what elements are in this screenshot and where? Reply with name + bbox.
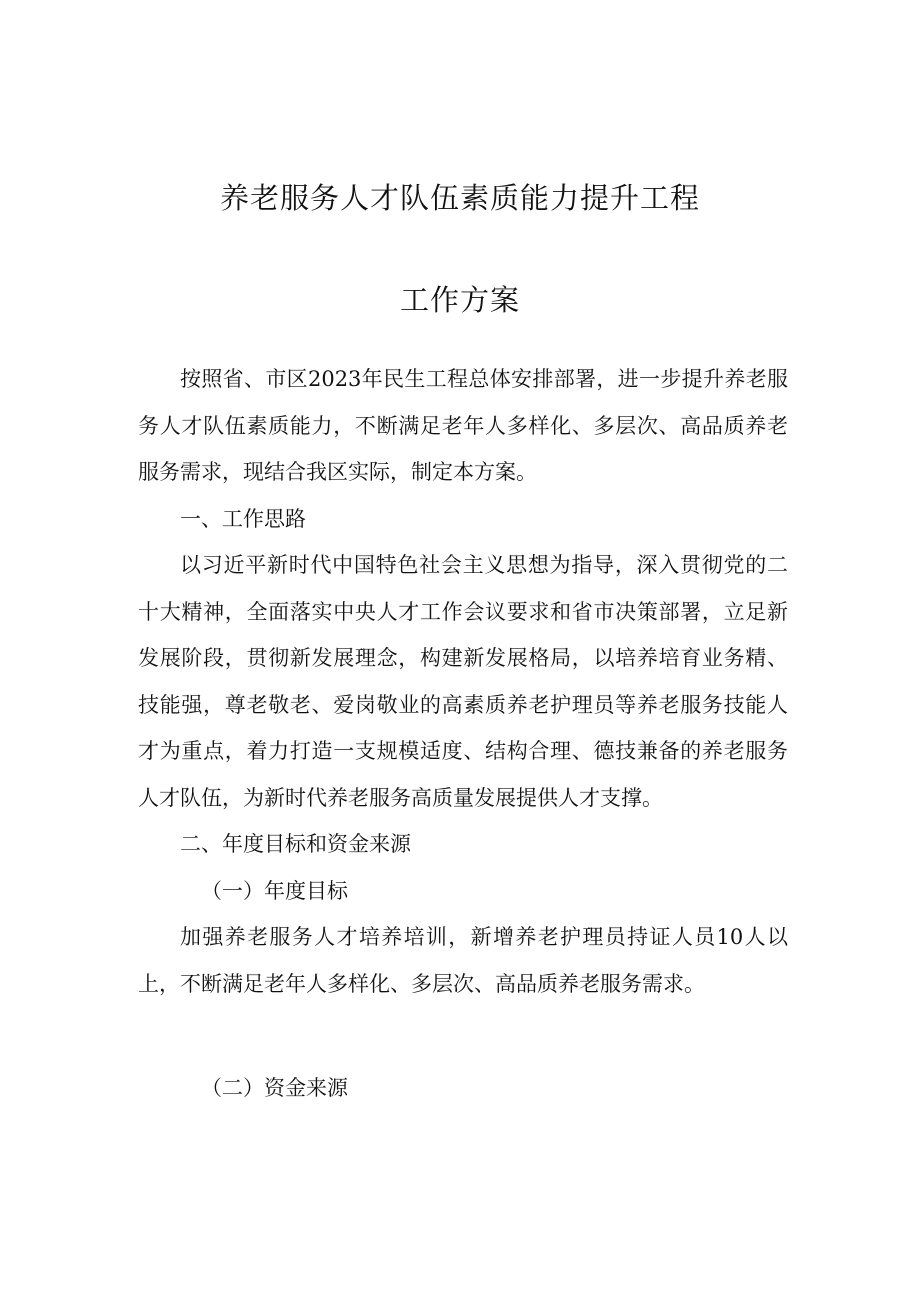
- subsection-heading-1: （一）年度目标: [201, 878, 348, 903]
- document-subtitle: 工作方案: [399, 283, 520, 317]
- document-body: [138, 356, 788, 1112]
- section-heading-1: 一、工作思路: [180, 506, 306, 531]
- intro-paragraph: 按照省、市区2023年民生工程总体安排部署，进一步提升养老服务人才队伍素质能力，不断满足老年人多样化、多层次、高品质养老服务需求，现结合我区实际，制定本方案。: [138, 367, 788, 484]
- section-heading-2: 二、年度目标和资金来源: [180, 832, 411, 856]
- subsection-heading-2: （二）资金来源: [201, 1076, 348, 1100]
- document-title: 养老服务人才队伍素质能力提升工程: [219, 181, 700, 215]
- spacer: [138, 1007, 788, 1065]
- annual-target-paragraph: 加强养老服务人才培养培训，新增养老护理员持证人员10人以上，不断满足老年人多样化、多层次、高品质养老服务需求。: [138, 925, 788, 996]
- work-approach-paragraph: 以习近平新时代中国特色社会主义思想为指导，深入贯彻党的二十大精神，全面落实中央人才工作会议要求和省市决策部署，立足新发展阶段，贯彻新发展理念，构建新发展格局，以培养培育业务精、技能强，尊老敬老、爱岗敬业的高素质养老护理员等养老服务技能人才为重点，着力打造一支规模适度、结构合理、德技兼备的养老服务人才队伍，为新时代养老服务高质量发展提供人才支撑。: [138, 553, 788, 810]
